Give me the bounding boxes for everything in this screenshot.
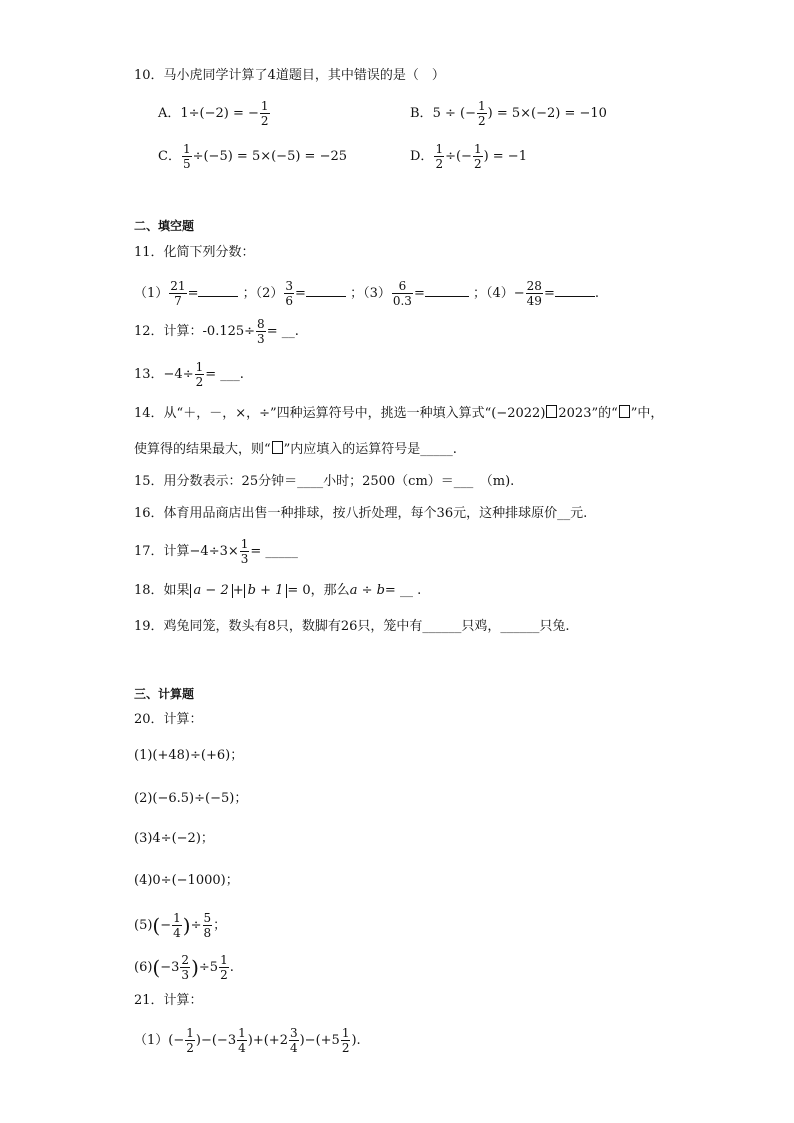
q20-part2: (2)(−6.5)÷(−5)； (134, 791, 248, 806)
q10-option-b: B．5 ÷ (− $\frac{1}{2}$ ) = 5×(−2) = −10 (410, 99, 607, 128)
q14-line1: 14．从“＋，－，×，÷”四种运算符号中，挑选一种填入算式“(−2022) 2023”的“ ”中， (134, 406, 664, 421)
q21-part1: （1）(− $\frac{1}{2}$ )−(−3 $\frac{1}{4}$ )+(+2 $\frac{3}{4}$ )−(+5 $\frac{1}{2}$ ). (134, 1026, 361, 1055)
q13: 13．−4÷ $\frac{1}{2}$ = ___. (134, 360, 244, 389)
q21-stem: 21．计算： (134, 993, 203, 1008)
q14-line2: 使算得的结果最大，则“ ”内应填入的运算符号是_____. (134, 442, 457, 457)
q20-part1: (1)(+48)÷(+6)； (134, 748, 244, 763)
q16: 16．体育用品商店出售一种排球，按八折处理，每个36元，这种排球原价__元. (134, 506, 588, 521)
q12: 12．计算：-0.125÷ $\frac{8}{3}$ = __. (134, 317, 299, 346)
section-calculation-title: 三、计算题 (134, 687, 195, 701)
q20-part6: (6)(−3 $\frac{2}{3}$ )÷5 $\frac{1}{2}$ . (134, 953, 234, 982)
q15: 15．用分数表示：25分钟＝____小时；2500（cm）＝___ （m). (134, 474, 515, 489)
q11-parts: （1） $\frac{21}{7}$ = ；（2） $\frac{3}{6}$ = ；（3） $\frac{6}{0.3}$ = ；（4）− $\frac{28}{49}$ = . (134, 279, 599, 308)
q10-option-c: C． $\frac{1}{5}$ ÷(−5) = 5×(−5) = −25 (158, 142, 348, 171)
q10-option-d: D． $\frac{1}{2}$ ÷(− $\frac{1}{2}$ ) = −1 (410, 142, 527, 171)
q10-option-a: A．1÷(−2) = − $\frac{1}{2}$ (158, 99, 269, 128)
q18: 18．如果 a − 2 + b + 1 = 0，那么a ÷ b= __ . (134, 583, 422, 598)
q10-stem: 10．马小虎同学计算了4道题目，其中错误的是（ ） (134, 68, 445, 83)
blank-square-icon (272, 441, 283, 454)
q20-part5: (5)(− $\frac{1}{4}$ )÷ $\frac{5}{8}$ ； (134, 911, 227, 940)
q11-stem: 11．化简下列分数： (134, 245, 255, 260)
blank-square-icon (546, 405, 557, 418)
q20-stem: 20．计算： (134, 712, 203, 727)
blank-square-icon (619, 405, 630, 418)
q17: 17．计算−4÷3× $\frac{1}{3}$ = _____ (134, 537, 298, 566)
q20-part3: (3)4÷(−2)； (134, 831, 214, 846)
q19: 19．鸡兔同笼，数头有8只，数脚有26只，笼中有______只鸡，______只兔. (134, 619, 570, 634)
section-fill-in-title: 二、填空题 (134, 219, 195, 233)
q20-part4: (4)0÷(−1000)； (134, 873, 239, 888)
